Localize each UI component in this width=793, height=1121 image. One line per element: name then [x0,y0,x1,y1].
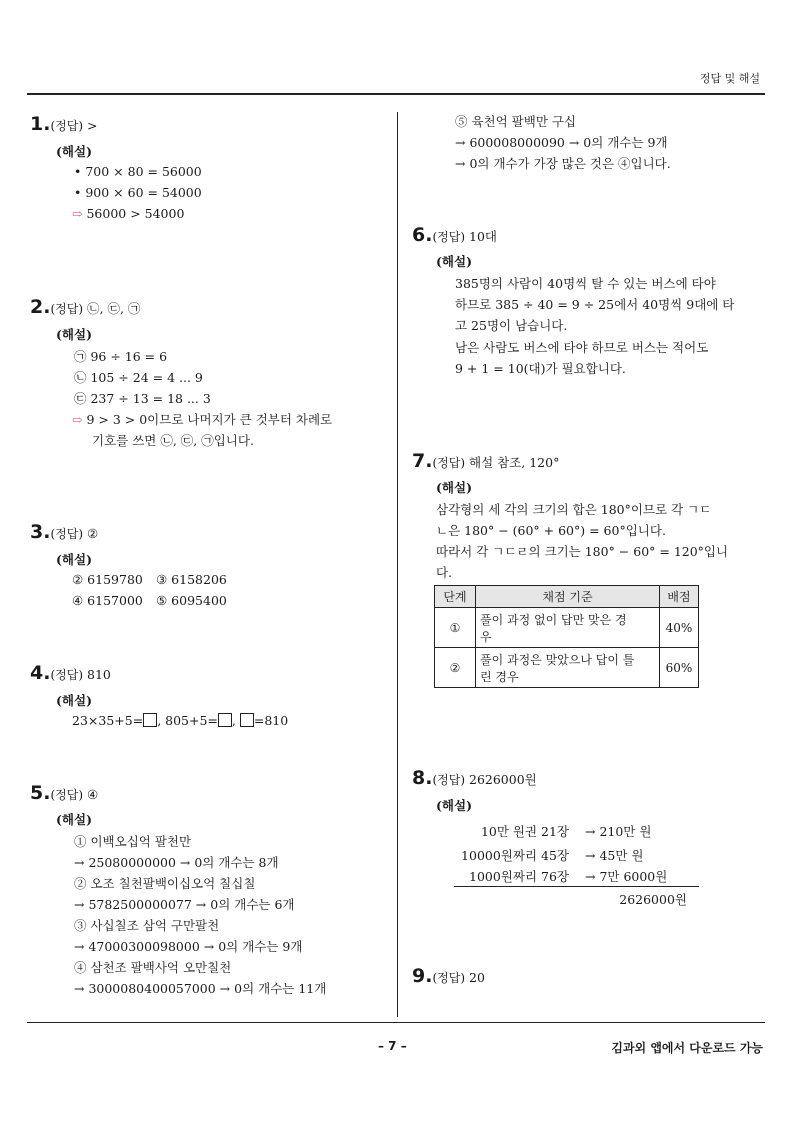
question-4 [30,662,111,684]
explain-line: 따라서 각 ㄱㄷㄹ의 크기는 180° − 60° = 120°입니 [436,544,729,559]
question-number: 6. [412,224,433,246]
explain-line: ㉡ 105 ÷ 24 = 4 ... 9 [74,370,203,385]
question-number: 2. [30,296,51,318]
explain-result [72,206,184,221]
blank-box-icon [143,713,157,727]
equation-part: , [231,713,240,728]
table-header: 배점 [660,586,699,608]
table-header: 채점 기준 [476,586,660,608]
explain-line: ③ 사십칠조 삼억 구만팔천 [74,918,220,933]
explain-line: → 3000080400057000 → 0의 개수는 11개 [74,981,327,996]
equation-part: =810 [253,713,289,728]
table-cell-criteria [476,608,660,648]
equation-part: 23×35+5= [72,713,144,728]
question-7 [412,450,559,472]
answer-label: (정답) [50,788,84,802]
answer-value: 20 [469,970,485,985]
answer-label: (정답) [432,773,466,787]
answer-value: ② [87,526,99,541]
criteria-line: 린 경우 [480,669,519,684]
answer-value: > [87,118,98,133]
explain-line: → 47000300098000 → 0의 개수는 9개 [74,939,303,954]
explain-line: ① 이백오십억 팔천만 [74,834,192,849]
blank-box-icon [218,713,232,727]
table-row [435,648,699,688]
table-row [435,608,699,648]
explain-line: → 5782500000077 → 0의 개수는 6개 [74,897,295,912]
question-6 [412,224,497,246]
explain-label: (해설) [56,693,92,708]
explain-label: (해설) [56,812,92,827]
explain-label: (해설) [56,144,92,159]
explain-line: ㄴ은 180° − (60° + 60°) = 60°입니다. [436,523,666,538]
option-4: ④ 6157000 [72,593,143,608]
answer-value: ㉡, ㉢, ㉠ [87,301,141,316]
question-number: 4. [30,662,51,684]
explain-result-cont: 기호를 쓰면 ㉡, ㉢, ㉠입니다. [92,433,254,448]
explain-line: 삼각형의 세 각의 크기의 합은 180°이므로 각 ㄱㄷ [436,502,712,517]
answer-value: 10대 [469,229,497,244]
footer-rule [27,1022,765,1023]
calc-left: 10000원짜리 45장 [461,848,569,863]
criteria-line: 풀이 과정 없이 답만 맞은 경 [480,612,627,627]
calc-left: 1000원짜리 76장 [469,869,569,884]
explain-line: • 700 × 80 = 56000 [74,164,202,179]
explain-line: 385명의 사람이 40명씩 탈 수 있는 버스에 타야 [455,276,716,291]
answer-label: (정답) [50,668,84,682]
table-cell-criteria [476,648,660,688]
answer-value: 해설 참조, 120° [469,455,560,470]
explain-line: ㉠ 96 ÷ 16 = 6 [74,349,168,364]
explain-label: (해설) [436,798,472,813]
table-cell-score: 60% [660,648,699,688]
answer-label: (정답) [50,119,84,133]
answer-label: (정답) [432,230,466,244]
answer-label: (정답) [432,971,466,985]
question-1 [30,113,97,135]
explain-line: ㉢ 237 ÷ 13 = 18 ... 3 [74,391,211,406]
answer-value: 2626000원 [469,772,537,787]
calc-total: 2626000원 [619,892,687,907]
footer-download-text: 김과외 앱에서 다운로드 가능 [611,1041,763,1055]
scoring-table [434,585,699,688]
sum-rule [454,886,699,887]
table-header-row [435,586,699,608]
header-rule [27,93,765,95]
answer-label: (정답) [432,456,466,470]
equation-part: , 805+5= [157,713,218,728]
explain-equation [72,713,288,728]
question-number: 3. [30,521,51,543]
question-number: 9. [412,965,433,987]
blank-box-icon [240,713,254,727]
calc-right: → 210만 원 [585,824,652,839]
option-2: ② 6159780 [72,572,143,587]
explain-line: ④ 삼천조 팔백사억 오만칠천 [74,960,232,975]
explain-line: 다. [436,565,453,580]
question-number: 1. [30,113,51,135]
question-2 [30,296,140,318]
explain-line: ⑤ 육천억 팔백만 구십 [455,114,577,129]
calc-right: → 7만 6000원 [585,869,668,884]
explain-line: → 25080000000 → 0의 개수는 8개 [74,855,279,870]
explain-result [72,410,332,428]
table-cell-step: ① [435,608,476,648]
calc-left: 10만 원권 21장 [480,824,569,839]
explain-label: (해설) [436,254,472,269]
question-3 [30,521,98,543]
question-number: 7. [412,450,433,472]
answer-value: 810 [87,667,111,682]
option-5: ⑤ 6095400 [156,593,227,608]
result-text: 9 > 3 > 0이므로 나머지가 큰 것부터 차례로 [86,412,333,427]
explain-label: (해설) [56,327,92,342]
answer-label: (정답) [50,527,84,541]
explain-line: ② 오조 칠천팔백이십오억 칠십칠 [74,876,256,891]
criteria-line: 우 [480,629,492,644]
criteria-line: 풀이 과정은 맞았으나 답이 틀 [480,652,635,667]
explain-line: • 900 × 60 = 54000 [74,185,202,200]
explain-label: (해설) [436,480,472,495]
question-number: 8. [412,767,433,789]
calc-right: → 45만 원 [585,848,644,863]
question-5 [30,782,98,804]
explain-line: 9 + 1 = 10(대)가 필요합니다. [455,361,626,376]
explain-line: 남은 사람도 버스에 타야 하므로 버스는 적어도 [455,340,709,355]
explain-line: → 600008000090 → 0의 개수는 9개 [455,135,668,150]
arrow-icon: ⇨ [72,206,83,221]
question-number: 5. [30,782,51,804]
arrow-icon: ⇨ [72,412,83,427]
page-number: – 7 – [378,1039,407,1053]
answer-value: ④ [87,787,99,802]
explain-line: 하므로 385 ÷ 40 = 9 ÷ 25에서 40명씩 9대에 타 [455,297,735,312]
table-cell-step: ② [435,648,476,688]
answer-label: (정답) [50,302,84,316]
header-title: 정답 및 해설 [699,72,760,85]
question-8 [412,767,537,789]
explain-line: → 0의 개수가 가장 많은 것은 ④입니다. [455,156,671,171]
option-3: ③ 6158206 [156,572,227,587]
table-header: 단계 [435,586,476,608]
table-cell-score: 40% [660,608,699,648]
explain-line: 고 25명이 남습니다. [455,318,568,333]
question-9 [412,965,485,987]
column-divider [397,112,398,1017]
explain-label: (해설) [56,552,92,567]
result-text: 56000 > 54000 [86,206,185,221]
